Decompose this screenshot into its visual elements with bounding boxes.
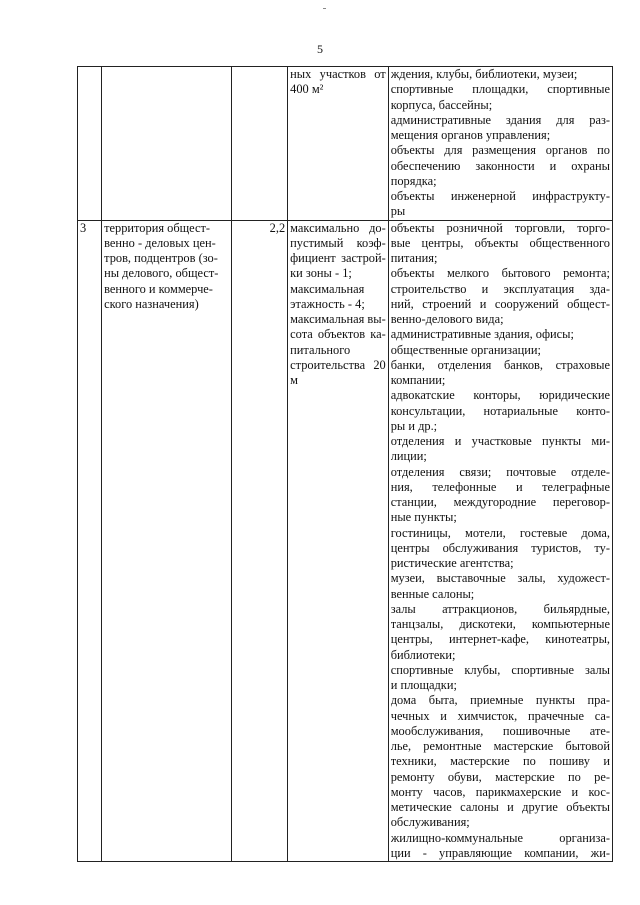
text-line: чечных и химчисток, прачечные са- [390, 708, 610, 723]
text-line: техники, мастерские по пошиву и [390, 754, 610, 769]
text-line: мещения органов управления; [390, 128, 551, 142]
text-line: жилищно-коммунальные организа- [390, 830, 610, 845]
text-line: питального [290, 342, 351, 357]
parameters-cell [288, 67, 389, 221]
text-line: общественные организации; [390, 342, 541, 357]
text-line: 400 м² [290, 82, 324, 97]
text-line: максимально до- [290, 220, 386, 235]
text-line: ры и др.; [390, 418, 438, 433]
table-row [78, 67, 613, 221]
text-line: ремонту обуви, мастерские по ре- [390, 769, 610, 784]
zone-name-cell [102, 67, 232, 221]
text-line: банки, отделения банков, страховые [390, 357, 610, 372]
text-line: ные пункты; [390, 510, 457, 525]
text-line: объекты мелкого бытового ремонта; [390, 266, 610, 281]
text-line: ны делового, общест- [104, 266, 219, 281]
text-line: корпуса, бассейны; [390, 97, 493, 112]
text-line: дома быта, приемные пункты пра- [390, 693, 610, 708]
page-number: 5 [317, 42, 323, 56]
area-cell: 2,2 [231, 220, 287, 862]
text-line: монту часов, парикмахерские и кос- [390, 784, 610, 799]
text-line: и площадки; [390, 678, 457, 692]
text-line: порядка; [390, 173, 437, 188]
text-line: метические салоны и другие объекты [390, 800, 610, 814]
text-line: вые центры, объекты общественного [390, 235, 610, 250]
zone-name-cell [102, 220, 232, 862]
scan-mark [323, 8, 326, 9]
text-line: сота объектов ка- [290, 327, 386, 342]
area-cell [231, 67, 287, 221]
text-line: ского назначения) [104, 296, 199, 311]
text-line: ки зоны - 1; [290, 266, 352, 281]
text-line: музеи, выставочные залы, художест- [390, 571, 610, 586]
text-line: обслуживания; [390, 815, 470, 830]
text-line: питания; [390, 251, 438, 265]
text-line: венно - деловых цен- [104, 235, 216, 250]
zoning-table [77, 66, 613, 862]
text-line: спортивные клубы, спортивные залы [390, 662, 610, 677]
text-line: м [290, 373, 298, 387]
text-line: венного и коммерче- [104, 281, 213, 296]
text-line: ных участков от [290, 67, 386, 81]
text-line: тров, подцентров (зо- [104, 251, 218, 265]
text-line: консультации, нотариальные конто- [390, 403, 610, 418]
text-line: залы аттракционов, бильярдные, [390, 601, 610, 616]
text-line: территория общест- [104, 220, 211, 235]
text-line: объекты розничной торговли, торго- [390, 220, 610, 235]
text-line: станции, междугородние переговор- [390, 495, 610, 509]
text-line: библиотеки; [390, 647, 456, 662]
text-line: адвокатские конторы, юридические [390, 388, 610, 403]
text-line: гостиницы, мотели, гостевые дома, [390, 525, 610, 540]
row-number-cell: 3 [78, 220, 102, 862]
text-line: ния, телефонные и телеграфные [390, 479, 610, 494]
text-line: центры, интернет-кафе, кинотеатры, [390, 632, 610, 647]
text-line: пустимый коэф- [290, 235, 386, 250]
permitted-uses-cell [388, 220, 612, 862]
text-line: компании; [390, 373, 446, 387]
text-line: этажность - 4; [290, 296, 365, 311]
text-line: объекты для размещения органов по [390, 143, 610, 158]
text-line: фициент застрой- [290, 251, 386, 265]
table-row [78, 220, 613, 862]
text-line: мообслуживания, пошивочные ате- [390, 723, 610, 738]
text-line: отделения и участковые пункты ми- [390, 434, 610, 448]
text-line: максимальная вы- [290, 312, 386, 326]
text-line: центры обслуживания туристов, ту- [390, 540, 610, 555]
text-line: максимальная [290, 281, 365, 296]
text-line: объекты инженерной инфраструкту- [390, 189, 610, 203]
text-line: ний, строений и сооружений общест- [390, 296, 610, 311]
row-number-cell [78, 67, 102, 221]
text-line: ции - управляющие компании, жи- [390, 845, 610, 860]
text-line: лье, ремонтные мастерские бытовой [390, 739, 610, 753]
text-line: ждения, клубы, библиотеки, музеи; [390, 67, 578, 81]
text-line: танцзалы, дискотеки, компьютерные [390, 617, 610, 631]
text-line: венно-делового вида; [390, 312, 504, 326]
text-line: венные салоны; [390, 586, 475, 601]
permitted-uses-cell [388, 67, 612, 221]
parameters-cell [288, 220, 389, 862]
text-line: административные здания, офисы; [390, 327, 574, 342]
text-line: ристические агентства; [390, 556, 514, 570]
text-line: строительства 20 [290, 357, 386, 372]
text-line: спортивные площадки, спортивные [390, 82, 610, 97]
text-line: строительство и эксплуатация зда- [390, 281, 610, 296]
text-line: лиции; [390, 449, 427, 464]
text-line: отделения связи; почтовые отделе- [390, 464, 610, 479]
text-line: ры [390, 204, 406, 219]
text-line: административные здания для раз- [390, 112, 610, 127]
text-line: обеспечению законности и охраны [390, 158, 610, 173]
